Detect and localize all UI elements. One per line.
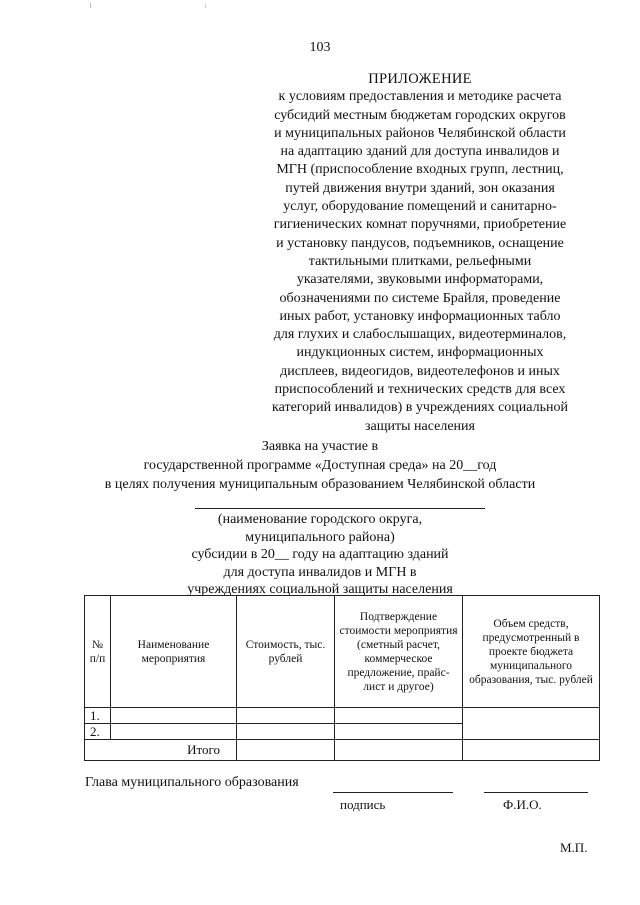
appendix-line: иных работ, установку информационных табло bbox=[279, 308, 561, 324]
request-line: в целях получения муниципальным образованием Челябинской области bbox=[104, 477, 536, 492]
appendix-line: на адаптацию зданий для доступа инвалидов и bbox=[280, 144, 560, 160]
appendix-line: дисплеев, видеогидов, видеотелефонов и иных bbox=[280, 363, 560, 379]
appendix-line: приспособлений и технических средств для всех bbox=[274, 382, 566, 398]
caption-line: субсидии в 20__ году на адаптацию зданий bbox=[191, 547, 449, 562]
row-confirm-cell[interactable] bbox=[335, 708, 463, 724]
header-budget: Объем средств, предусмотренный в проекте бюджета муниципального образования, тыс. рублей bbox=[463, 596, 600, 708]
appendix-header bbox=[255, 70, 585, 436]
caption-line: для доступа инвалидов и МГН в bbox=[223, 564, 417, 580]
row-cost-cell[interactable] bbox=[237, 708, 335, 724]
fio-caption: Ф.И.О. bbox=[503, 797, 542, 812]
header-name: Наименование мероприятия bbox=[111, 596, 237, 708]
head-signature-label: Глава муниципального образования bbox=[85, 775, 299, 790]
appendix-title: ПРИЛОЖЕНИЕ bbox=[368, 71, 472, 87]
caption-line: учреждениях социальной защиты населения bbox=[187, 582, 453, 597]
signature-blank[interactable] bbox=[333, 792, 453, 793]
fio-blank[interactable] bbox=[484, 792, 588, 793]
appendix-line: указателями, звуковыми информаторами, bbox=[296, 272, 544, 288]
appendix-line: обозначениями по системе Брайля, проведение bbox=[279, 290, 561, 306]
appendix-line: категорий инвалидов) в учреждениях социальной bbox=[272, 400, 568, 416]
stamp-place: М.П. bbox=[560, 840, 588, 855]
caption-line: (наименование городского округа, bbox=[217, 512, 423, 527]
header-num: № п/п bbox=[85, 596, 111, 708]
municipality-name-blank[interactable] bbox=[195, 508, 485, 509]
request-title bbox=[40, 437, 600, 494]
table-header-row bbox=[85, 596, 600, 708]
table-total-row bbox=[85, 740, 600, 761]
page-number: 103 bbox=[309, 40, 331, 55]
header-confirm: Подтверждение стоимости мероприятия (сметный расчет, коммерческое предложение, прайс-лист и другое) bbox=[335, 596, 463, 708]
request-line: государственной программе «Доступная среда» на 20__год bbox=[143, 458, 497, 473]
total-label: Итого bbox=[85, 740, 237, 761]
row-name-cell[interactable] bbox=[111, 724, 237, 740]
appendix-line: защиты населения bbox=[365, 418, 475, 434]
scan-mark bbox=[205, 4, 206, 8]
appendix-line: и установку пандусов, подъемников, оснащение bbox=[276, 235, 564, 251]
appendix-line: гигиенических комнат поручнями, приобретение bbox=[273, 217, 567, 233]
appendix-line: услуг, оборудование помещений и санитарно- bbox=[283, 199, 557, 215]
header-cost: Стоимость, тыс. рублей bbox=[237, 596, 335, 708]
appendix-line: МГН (приспособление входных групп, лестниц, bbox=[276, 162, 564, 178]
signature-caption: подпись bbox=[340, 797, 386, 812]
appendix-line: к условиям предоставления и методике расчета bbox=[278, 89, 562, 105]
scan-mark bbox=[90, 3, 91, 8]
row-number: 1. bbox=[85, 708, 111, 724]
appendix-line: и муниципальных районов Челябинской области bbox=[274, 125, 566, 141]
table-row bbox=[85, 708, 600, 724]
total-confirm-cell[interactable] bbox=[335, 740, 463, 761]
row-budget-cell[interactable] bbox=[463, 708, 600, 740]
appendix-line: субсидий местным бюджетам городских округов bbox=[274, 107, 566, 123]
appendix-line: путей движения внутри зданий, зон оказания bbox=[285, 180, 555, 196]
caption-line: муниципального района) bbox=[245, 529, 395, 545]
request-line: Заявка на участие в bbox=[261, 439, 379, 454]
appendix-line: индукционных систем, информационных bbox=[296, 345, 544, 361]
appendix-line: тактильными плитками, рельефными bbox=[308, 253, 532, 269]
total-budget-cell[interactable] bbox=[463, 740, 600, 761]
row-name-cell[interactable] bbox=[111, 708, 237, 724]
row-cost-cell[interactable] bbox=[237, 724, 335, 740]
application-table bbox=[84, 595, 600, 761]
row-number: 2. bbox=[85, 724, 111, 740]
total-cost-cell[interactable] bbox=[237, 740, 335, 761]
appendix-line: для глухих и слабослышащих, видеотерминалов, bbox=[273, 327, 567, 343]
municipality-caption bbox=[150, 511, 490, 599]
row-confirm-cell[interactable] bbox=[335, 724, 463, 740]
